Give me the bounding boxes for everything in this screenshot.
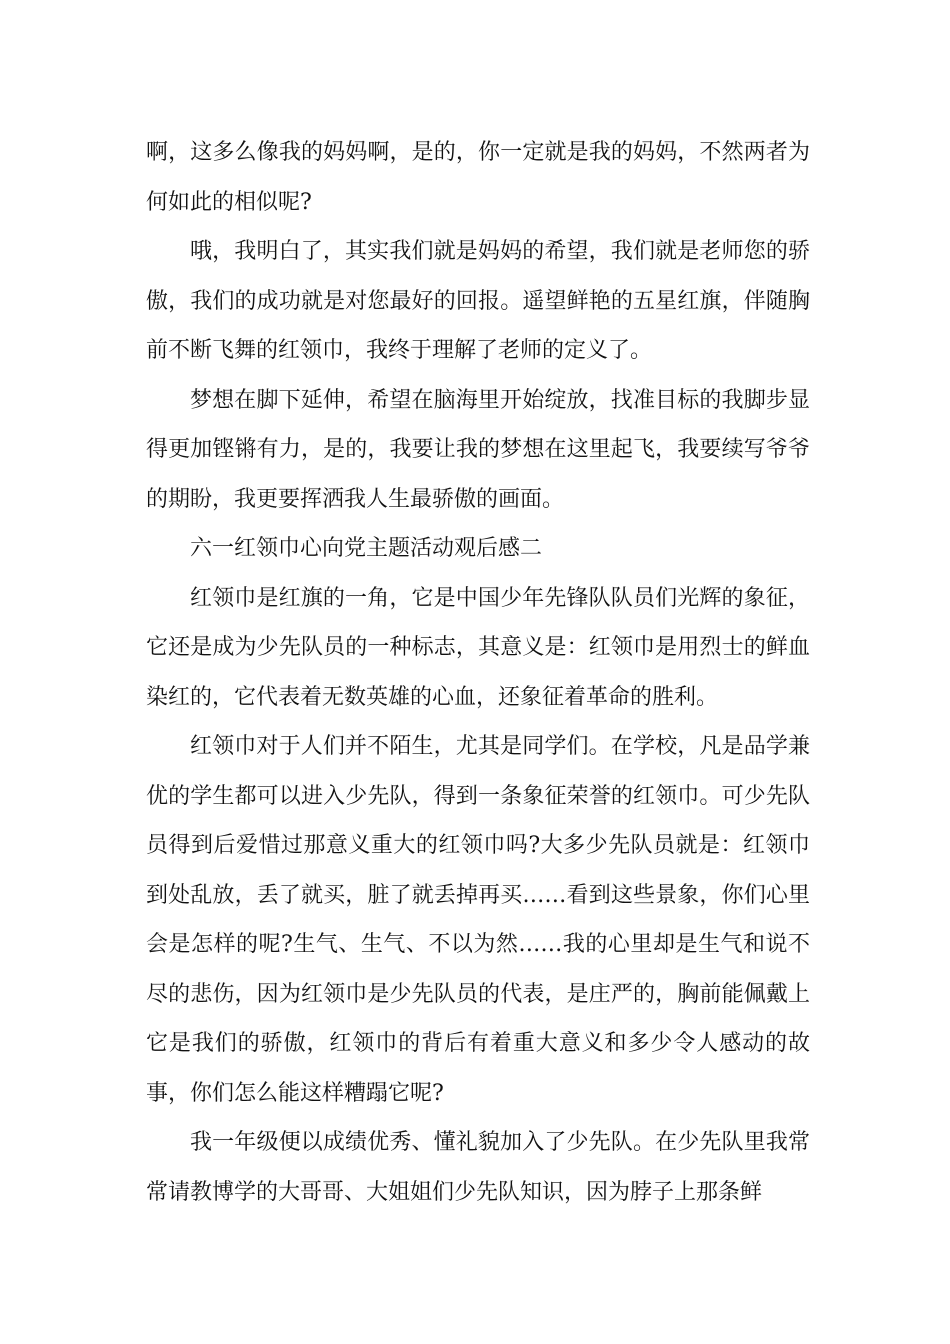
document-page: [146, 128, 810, 1217]
paragraph-2: 哦，我明白了，其实我们就是妈妈的希望，我们就是老师您的骄傲，我们的成功就是对您最好的回报。遥望鲜艳的五星红旗，伴随胸前不断飞舞的红领巾，我终于理解了老师的定义了。: [146, 239, 810, 363]
paragraph-3: 梦想在脚下延伸，希望在脑海里开始绽放，找准目标的我脚步显得更加铿锵有力，是的，我要让我的梦想在这里起飞，我要续写爷爷的期盼，我更要挥洒我人生最骄傲的画面。: [146, 387, 810, 512]
paragraph-4: 红领巾是红旗的一角，它是中国少年先锋队队员们光辉的象征，它还是成为少先队员的一种标志，其意义是：红领巾是用烈士的鲜血染红的，它代表着无数英雄的心血，还象征着革命的胜利。: [146, 585, 810, 710]
paragraph-6: 我一年级便以成绩优秀、懂礼貌加入了少先队。在少先队里我常常请教博学的大哥哥、大姐姐们少先队知识，因为脖子上那条鲜: [146, 1130, 810, 1205]
paragraph-5: 红领巾对于人们并不陌生，尤其是同学们。在学校，凡是品学兼优的学生都可以进入少先队，得到一条象征荣誉的红领巾。可少先队员得到后爱惜过那意义重大的红领巾吗?大多少先队员就是：红领巾到处乱放，丢了就买，脏了就丢掉再买……看到这些景象，你们心里会是怎样的呢?生气、生气、不以为然……我的心里却是生气和说不尽的悲伤，因为红领巾是少先队员的代表，是庄严的，胸前能佩戴上它是我们的骄傲，红领巾的背后有着重大意义和多少令人感动的故事，你们怎么能这样糟蹋它呢?: [146, 734, 810, 1106]
section-heading: 六一红领巾心向党主题活动观后感二: [190, 536, 543, 561]
paragraph-1: 啊，这多么像我的妈妈啊，是的，你一定就是我的妈妈，不然两者为何如此的相似呢?: [146, 140, 810, 215]
